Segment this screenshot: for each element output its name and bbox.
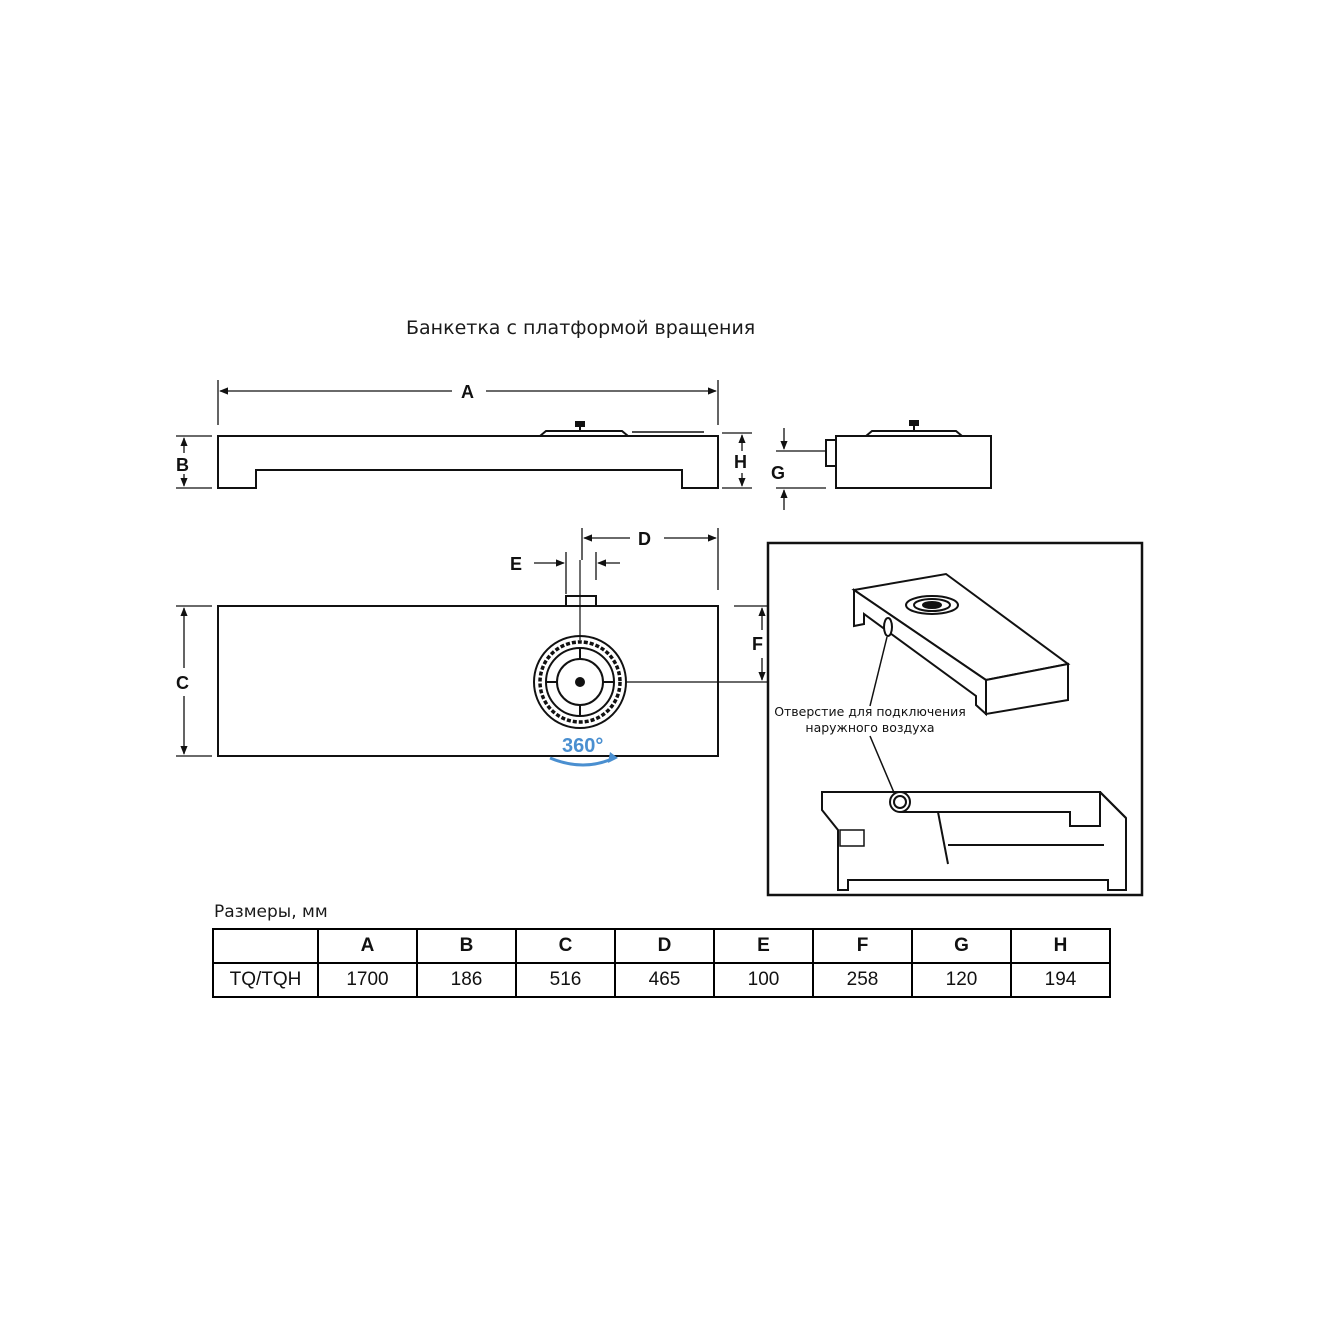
front-view: [218, 422, 718, 488]
table-header-cell: H: [1011, 929, 1110, 963]
dim-label-d: D: [638, 529, 651, 549]
side-view: [826, 421, 991, 488]
top-view: [218, 560, 770, 756]
dim-label-c: C: [176, 673, 189, 693]
table-header-cell: C: [516, 929, 615, 963]
table-header-cell: A: [318, 929, 417, 963]
table-row: [213, 963, 1110, 997]
table-header-cell: G: [912, 929, 1011, 963]
table-cell: 465: [615, 963, 714, 997]
table-header-row: [213, 929, 1110, 963]
dimensions-table: [212, 928, 1111, 998]
table-cell-model: TQ/TQH: [213, 963, 318, 997]
dim-label-g: G: [771, 463, 786, 483]
table-header-cell: F: [813, 929, 912, 963]
svg-text:360°: 360°: [562, 735, 604, 757]
dimensions-caption: Размеры, мм: [214, 902, 328, 922]
iso-bench-bottom: [822, 792, 1126, 890]
callout-line-1: Отверстие для подключения: [774, 704, 966, 719]
table-cell: 258: [813, 963, 912, 997]
table-cell: 186: [417, 963, 516, 997]
table-header-cell: B: [417, 929, 516, 963]
dim-label-b: B: [176, 455, 189, 475]
table-cell: 516: [516, 963, 615, 997]
dim-label-f: F: [752, 634, 763, 654]
dimension-e: [534, 552, 620, 594]
dim-label-e: E: [510, 554, 523, 574]
dim-label-a: A: [461, 382, 474, 402]
diagram-title: Банкетка с платформой вращения: [406, 317, 756, 339]
callout-line-2: наружного воздуха: [805, 720, 935, 735]
air-inlet-callout: [770, 704, 970, 736]
table-header-cell: [213, 929, 318, 963]
table-cell: 194: [1011, 963, 1110, 997]
table-cell: 120: [912, 963, 1011, 997]
table-header-cell: D: [615, 929, 714, 963]
table-cell: 100: [714, 963, 813, 997]
table-cell: 1700: [318, 963, 417, 997]
dim-label-h: H: [734, 452, 747, 472]
table-header-cell: E: [714, 929, 813, 963]
